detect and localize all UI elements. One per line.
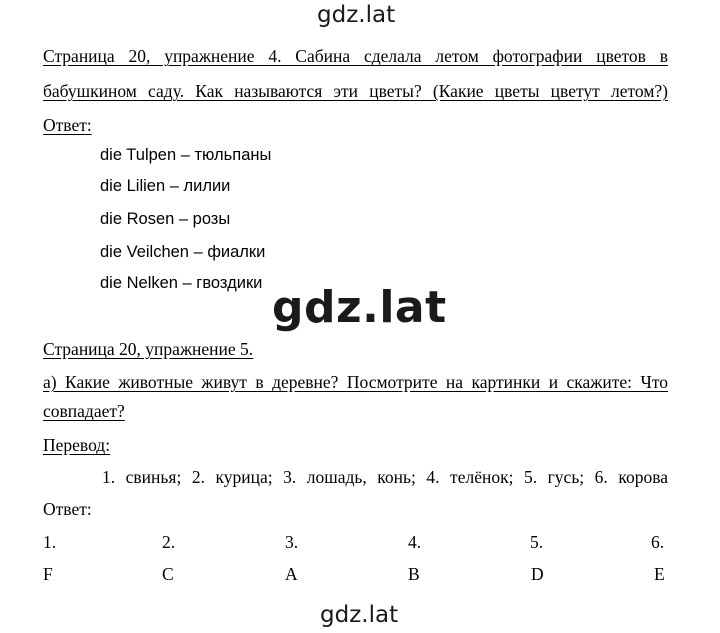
answer-numbers-row [43, 532, 668, 554]
flower-item: die Lilien – лилии [100, 177, 231, 195]
answer-letter: A [285, 564, 298, 584]
flower-item: die Tulpen – тюльпаны [100, 146, 272, 164]
answer-letter: F [43, 564, 53, 584]
flower-item: die Rosen – розы [100, 210, 231, 228]
answer-number: 1. [43, 532, 57, 552]
flower-item: die Nelken – гвоздики [100, 274, 263, 292]
exercise-5-translation: 1. свинья; 2. курица; 3. лошадь, конь; 4. телёнок; 5. гусь; 6. корова [102, 467, 668, 487]
answer-number: 3. [285, 532, 299, 552]
answer-letter: D [531, 564, 544, 584]
answer-letter: B [408, 564, 420, 584]
exercise-5-heading: Страница 20, упражнение 5. [43, 339, 254, 359]
answer-number: 5. [530, 532, 544, 552]
exercise-4-heading-line1: Страница 20, упражнение 4. Сабина сделала летом фотографии цветов в [43, 46, 668, 66]
exercise-5-translation-label: Перевод: [43, 435, 111, 455]
flower-item: die Veilchen – фиалки [100, 243, 266, 261]
answer-letter: C [162, 564, 174, 584]
answer-number: 6. [651, 532, 665, 552]
answer-letters-row [43, 564, 668, 586]
exercise-5-task-line2: совпадает? [43, 401, 125, 421]
watermark-top: gdz.lat [317, 2, 396, 28]
watermark-bottom: gdz.lat [320, 602, 399, 628]
answer-number: 2. [162, 532, 176, 552]
watermark-middle: gdz.lat [272, 282, 447, 333]
answer-number: 4. [408, 532, 422, 552]
exercise-4-answer-label: Ответ: [43, 115, 92, 135]
answer-letter: E [654, 564, 665, 584]
exercise-5-answer-label: Ответ: [43, 499, 92, 519]
exercise-4-heading-line2: бабушкином саду. Как называются эти цветы? (Какие цветы цветут летом?) [43, 81, 668, 101]
exercise-5-task-line1: а) Какие животные живут в деревне? Посмотрите на картинки и скажите: Что [43, 372, 668, 392]
